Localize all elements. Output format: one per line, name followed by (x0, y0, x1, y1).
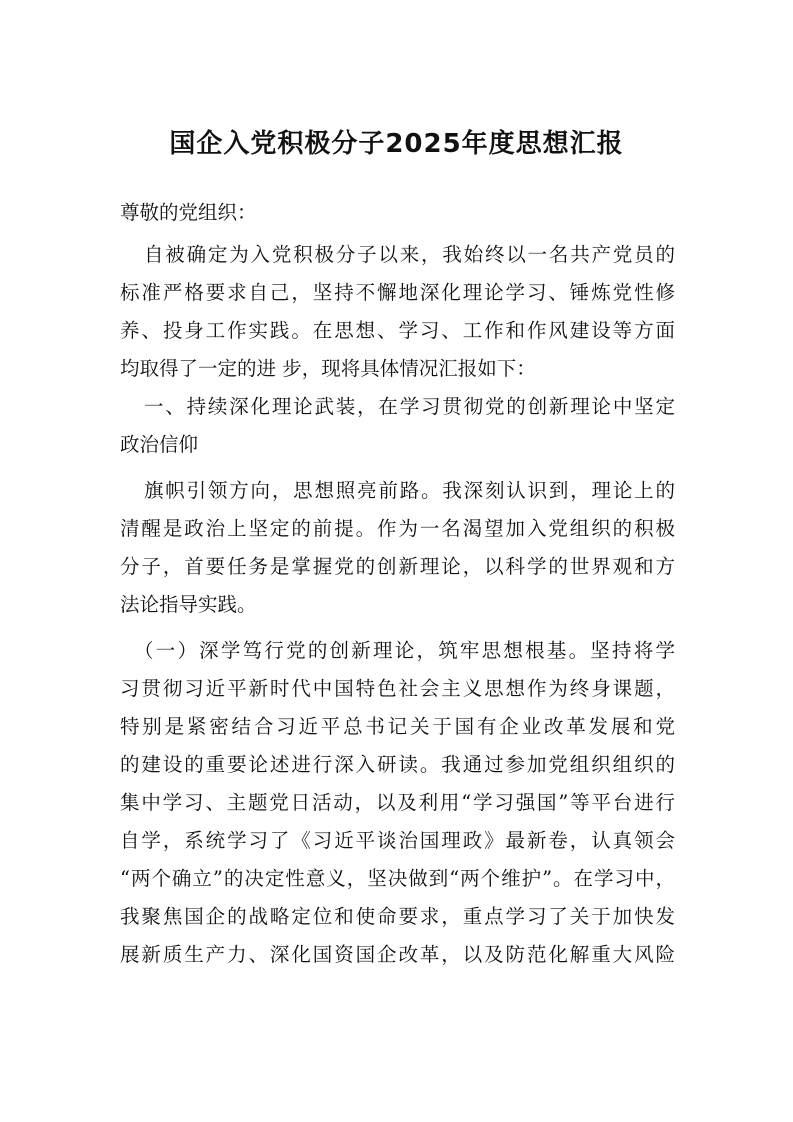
paragraph-line: 展新质生产力、深化国资国企改革，以及防范化解重大风险 (120, 943, 675, 966)
paragraph-line: （一）深学笃行党的创新理论，筑牢思想根基。坚持将学 (134, 639, 675, 662)
paragraph-line: 养、投身工作实践。在思想、学习、工作和作风建设等方面 (120, 319, 675, 342)
paragraph-line: 的建设的重要论述进行深入研读。我通过参加党组织组织的 (120, 753, 675, 776)
paragraph-line: 标准严格要求自己，坚持不懈地深化理论学习、锤炼党性修 (120, 281, 675, 304)
document-body (120, 194, 675, 974)
salutation: 尊敬的党组织： (120, 201, 257, 224)
document-title: 国企入党积极分子2025年度思想汇报 (169, 129, 624, 159)
paragraph-line: 集中学习、主题党日活动，以及利用“学习强国”等平台进行 (120, 791, 675, 814)
paragraph-section-1-intro (120, 472, 675, 624)
heading-line: 政治信仰 (120, 433, 199, 456)
paragraph-line: 法论指导实践。 (120, 593, 257, 616)
paragraph-line: 我聚焦国企的战略定位和使命要求，重点学习了关于加快发 (120, 905, 675, 928)
paragraph-intro (120, 236, 675, 388)
paragraph-line: 特别是紧密结合习近平总书记关于国有企业改革发展和党 (120, 715, 675, 738)
paragraph-line: 自学，系统学习了《习近平谈治国理政》最新卷，认真领会 (120, 829, 675, 852)
paragraph-line: “两个确立”的决定性意义，坚决做到“两个维护”。在学习中， (120, 867, 675, 890)
paragraph-line: 清醒是政治上坚定的前提。作为一名渴望加入党组织的积极 (120, 517, 675, 540)
paragraph-line: 分子，首要任务是掌握党的创新理论，以科学的世界观和方 (120, 555, 675, 578)
paragraph-line: 自被确定为入党积极分子以来，我始终以一名共产党员的 (144, 243, 675, 266)
section-heading-1 (120, 388, 675, 464)
paragraph-line: 习贯彻习近平新时代中国特色社会主义思想作为终身课题， (120, 677, 675, 700)
paragraph-subsection-1 (120, 632, 675, 974)
paragraph-line: 旗帜引领方向，思想照亮前路。我深刻认识到，理论上的 (144, 479, 675, 502)
paragraph-line: 均取得了一定的进 步，现将具体情况汇报如下： (120, 357, 536, 380)
heading-line: 一、持续深化理论武装，在学习贯彻党的创新理论中坚定 (144, 395, 675, 418)
